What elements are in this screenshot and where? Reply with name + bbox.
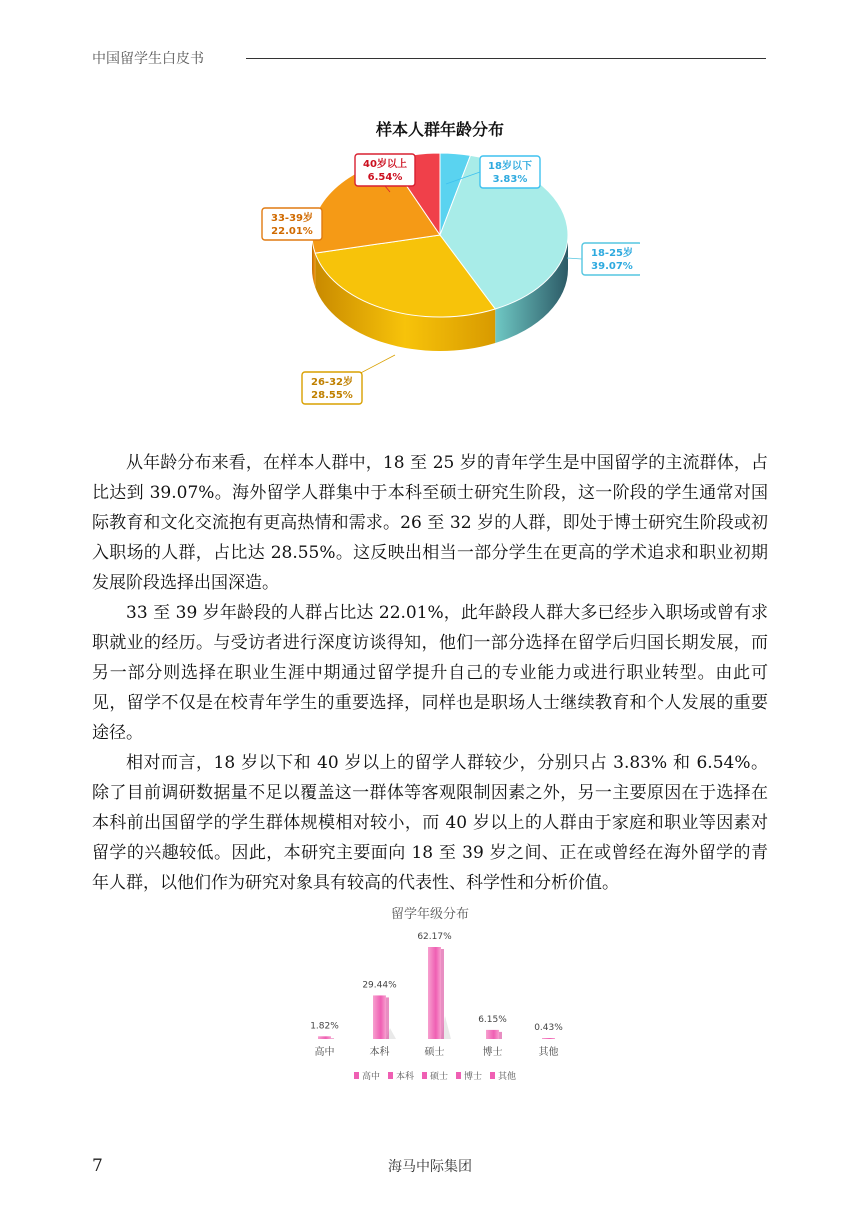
bar-title: 留学年级分布 xyxy=(390,907,470,922)
bar-value-label: 6.15% xyxy=(478,1014,507,1025)
bar-category-label: 硕士 xyxy=(424,1047,445,1058)
bar-side xyxy=(441,949,444,1039)
age-pie-svg xyxy=(240,112,640,412)
pie-value-label: 28.55% xyxy=(311,390,353,401)
bar-1 xyxy=(373,995,386,1039)
legend-item: 硕士 xyxy=(430,1072,449,1082)
legend-item: 本科 xyxy=(396,1072,415,1082)
bar-3 xyxy=(486,1030,499,1039)
bar-side xyxy=(499,1032,502,1039)
header-title: 中国留学生白皮书 xyxy=(92,51,204,67)
pie-value-label: 6.54% xyxy=(367,172,403,183)
legend-item: 博士 xyxy=(464,1072,483,1082)
legend-swatch xyxy=(490,1072,495,1079)
bar-value-label: 0.43% xyxy=(534,1023,563,1033)
legend-swatch xyxy=(456,1072,461,1079)
bar-category-label: 本科 xyxy=(369,1047,390,1058)
grade-bar-chart xyxy=(290,898,580,1088)
page-number: 7 xyxy=(92,1156,103,1176)
bar-2 xyxy=(428,947,441,1039)
pie-value-label: 22.01% xyxy=(271,226,313,237)
body-text xyxy=(92,448,768,898)
bar-4 xyxy=(542,1038,555,1039)
header-rule xyxy=(246,58,766,59)
footer-publisher: 海马中际集团 xyxy=(388,1159,472,1175)
legend-swatch xyxy=(422,1072,427,1079)
pie-category-label: 40岁以上 xyxy=(363,159,407,170)
paragraph: 33 至 39 岁年龄段的人群占比达 22.01%，此年龄段人群大多已经步入职场或曾有求职就业的经历。与受访者进行深度访谈得知，他们一部分选择在留学后归国长期发展，而另一部分则选择在职业生涯中期通过留学提升自己的专业能力或进行职业转型。由此可见，留学不仅是在校青年学生的重要选择，同样也是职场人士继续教育和个人发展的重要途径。 xyxy=(92,603,768,743)
paragraph: 从年龄分布来看，在样本人群中，18 至 25 岁的青年学生是中国留学的主流群体，占比达到 39.07%。海外留学人群集中于本科至硕士研究生阶段，这一阶段的学生通常对国际教育和文化交流抱有更高热情和需求。26 至 32 岁的人群，即处于博士研究生阶段或初入职场的人群，占比达 28.55%。这反映出相当一部分学生在更高的学术追求和职业初期发展阶段选择出国深造。 xyxy=(92,453,768,593)
legend-swatch xyxy=(388,1072,393,1079)
legend-item: 高中 xyxy=(362,1072,381,1082)
grade-bar-svg xyxy=(290,898,580,1088)
pie-value-label: 39.07% xyxy=(591,261,633,272)
bar-category-label: 高中 xyxy=(314,1047,335,1058)
bar-value-label: 62.17% xyxy=(417,932,452,942)
bar-value-label: 1.82% xyxy=(310,1021,339,1032)
pie-category-label: 18岁以下 xyxy=(488,161,532,172)
pie-title: 样本人群年龄分布 xyxy=(375,120,505,139)
bar-side xyxy=(386,997,389,1039)
pie-value-label: 3.83% xyxy=(492,174,528,185)
pie-category-label: 33-39岁 xyxy=(271,213,313,224)
pie-category-label: 26-32岁 xyxy=(311,377,353,388)
bar-0 xyxy=(318,1036,331,1039)
legend-swatch xyxy=(354,1072,359,1079)
legend-item: 其他 xyxy=(498,1072,517,1082)
bar-value-label: 29.44% xyxy=(362,980,397,991)
bar-category-label: 其他 xyxy=(538,1047,559,1058)
bar-category-label: 博士 xyxy=(482,1047,503,1058)
bar-side xyxy=(331,1038,334,1039)
paragraph: 相对而言，18 岁以下和 40 岁以上的留学人群较少，分别只占 3.83% 和 6.54%。除了目前调研数据量不足以覆盖这一群体等客观限制因素之外，另一主要原因在于选择在本科前出国留学的学生群体规模相对较小，而 40 岁以上的人群由于家庭和职业等因素对留学的兴趣较低。因此，本研究主要面向 18 至 39 岁之间、正在或曾经在海外留学的青年人群，以他们作为研究对象具有较高的代表性、科学性和分析价值。 xyxy=(92,753,768,893)
pie-category-label: 18-25岁 xyxy=(591,248,633,259)
age-pie-chart xyxy=(240,112,640,412)
pie-leader-1 xyxy=(567,258,582,259)
